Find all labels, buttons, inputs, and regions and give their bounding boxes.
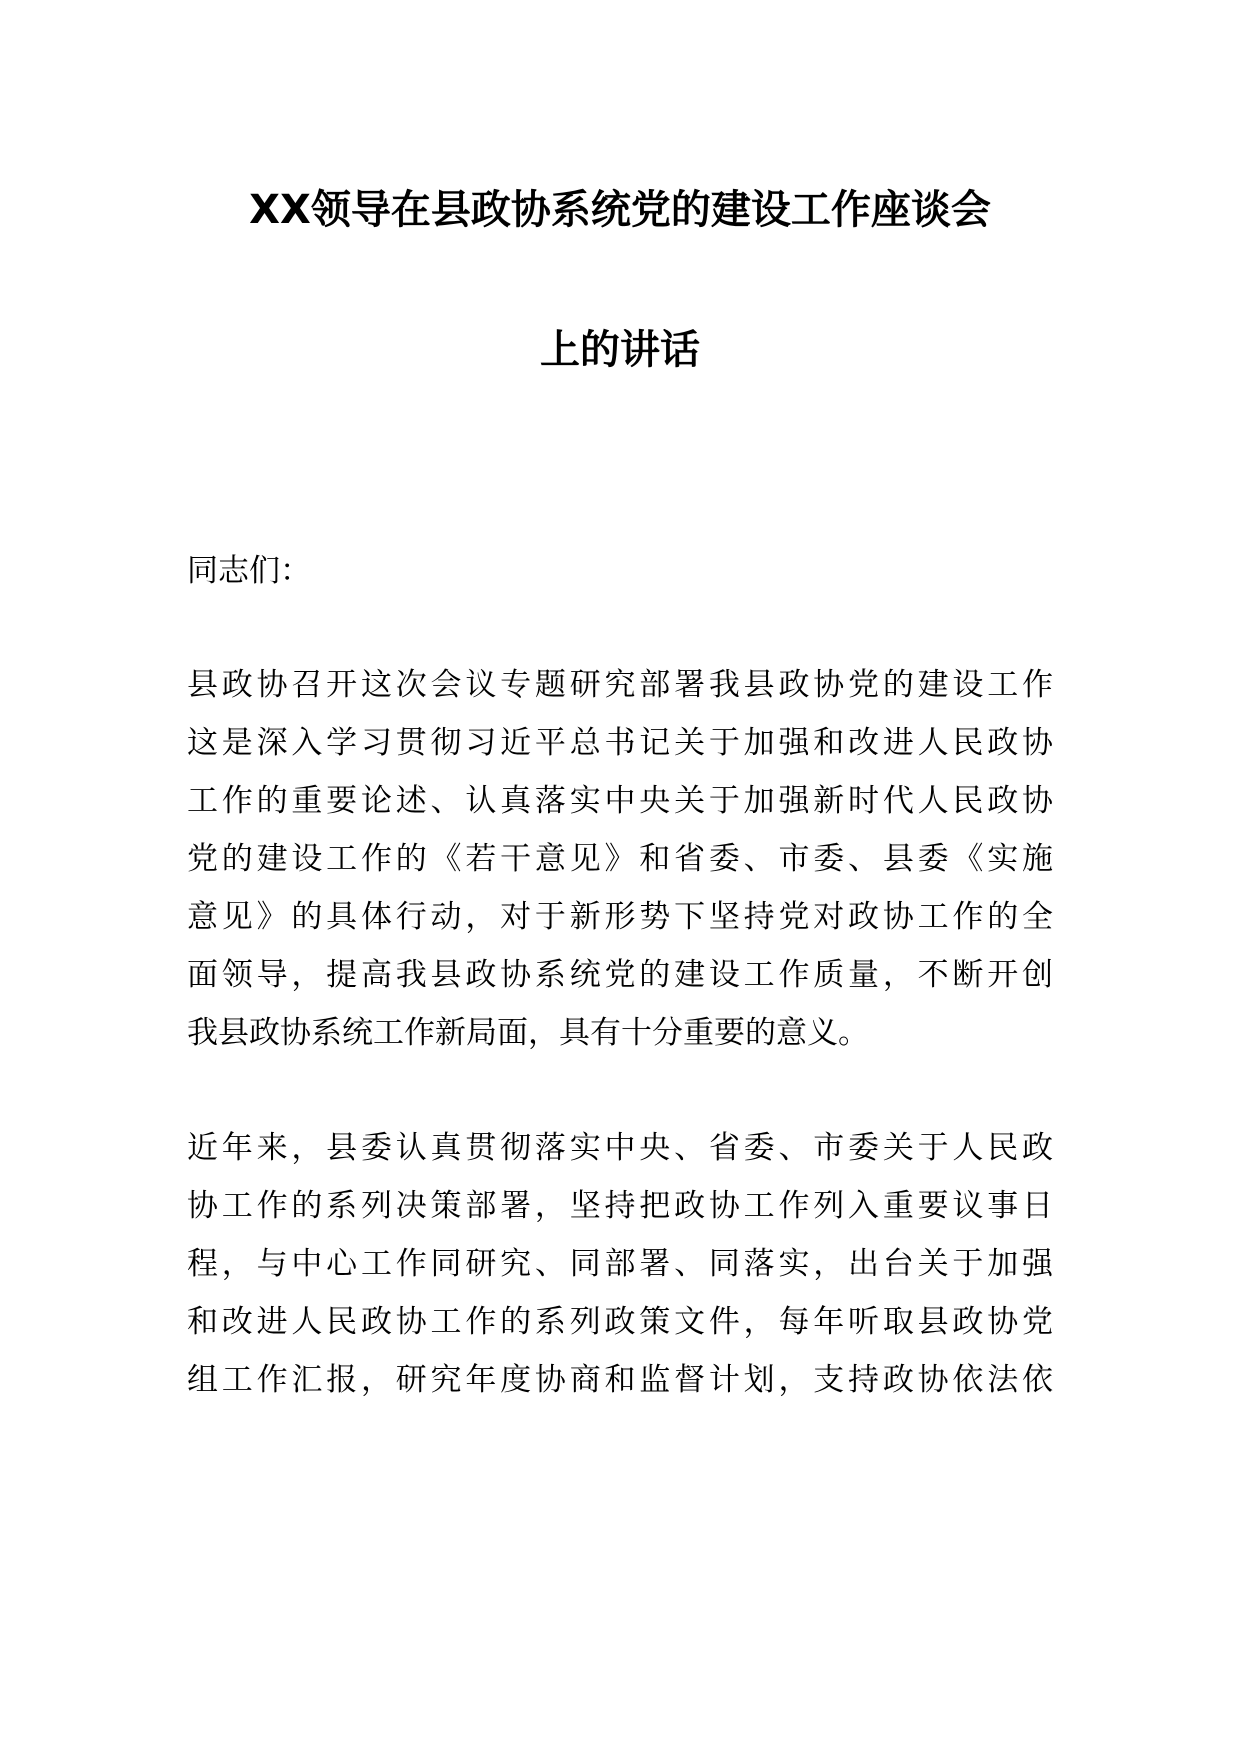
paragraph-line: 组工作汇报，研究年度协商和监督计划，支持政协依法依 bbox=[187, 1362, 1053, 1398]
paragraph-line: 程，与中心工作同研究、同部署、同落实，出台关于加强 bbox=[187, 1246, 1053, 1282]
paragraph-line: 这是深入学习贯彻习近平总书记关于加强和改进人民政协 bbox=[187, 725, 1053, 761]
paragraph-line: 党的建设工作的《若干意见》和省委、市委、县委《实施 bbox=[187, 841, 1053, 877]
title-line-2: 上的讲话 bbox=[540, 327, 700, 373]
paragraph-line: 我县政协系统工作新局面，具有十分重要的意义。 bbox=[187, 1015, 869, 1051]
title-line-1: XX领导在县政协系统党的建设工作座谈会 bbox=[249, 187, 991, 233]
paragraph-line: 工作的重要论述、认真落实中央关于加强新时代人民政协 bbox=[187, 783, 1053, 819]
paragraph-line: 和改进人民政协工作的系列政策文件，每年听取县政协党 bbox=[187, 1304, 1053, 1340]
paragraph-line: 面领导，提高我县政协系统党的建设工作质量，不断开创 bbox=[187, 957, 1053, 993]
paragraph-line: 县政协召开这次会议专题研究部署我县政协党的建设工作 bbox=[187, 667, 1053, 703]
greeting: 同志们： bbox=[187, 553, 311, 589]
paragraph-line: 近年来，县委认真贯彻落实中央、省委、市委关于人民政 bbox=[187, 1130, 1053, 1166]
paragraph-line: 协工作的系列决策部署，坚持把政协工作列入重要议事日 bbox=[187, 1188, 1053, 1224]
paragraph-line: 意见》的具体行动，对于新形势下坚持党对政协工作的全 bbox=[187, 899, 1053, 935]
